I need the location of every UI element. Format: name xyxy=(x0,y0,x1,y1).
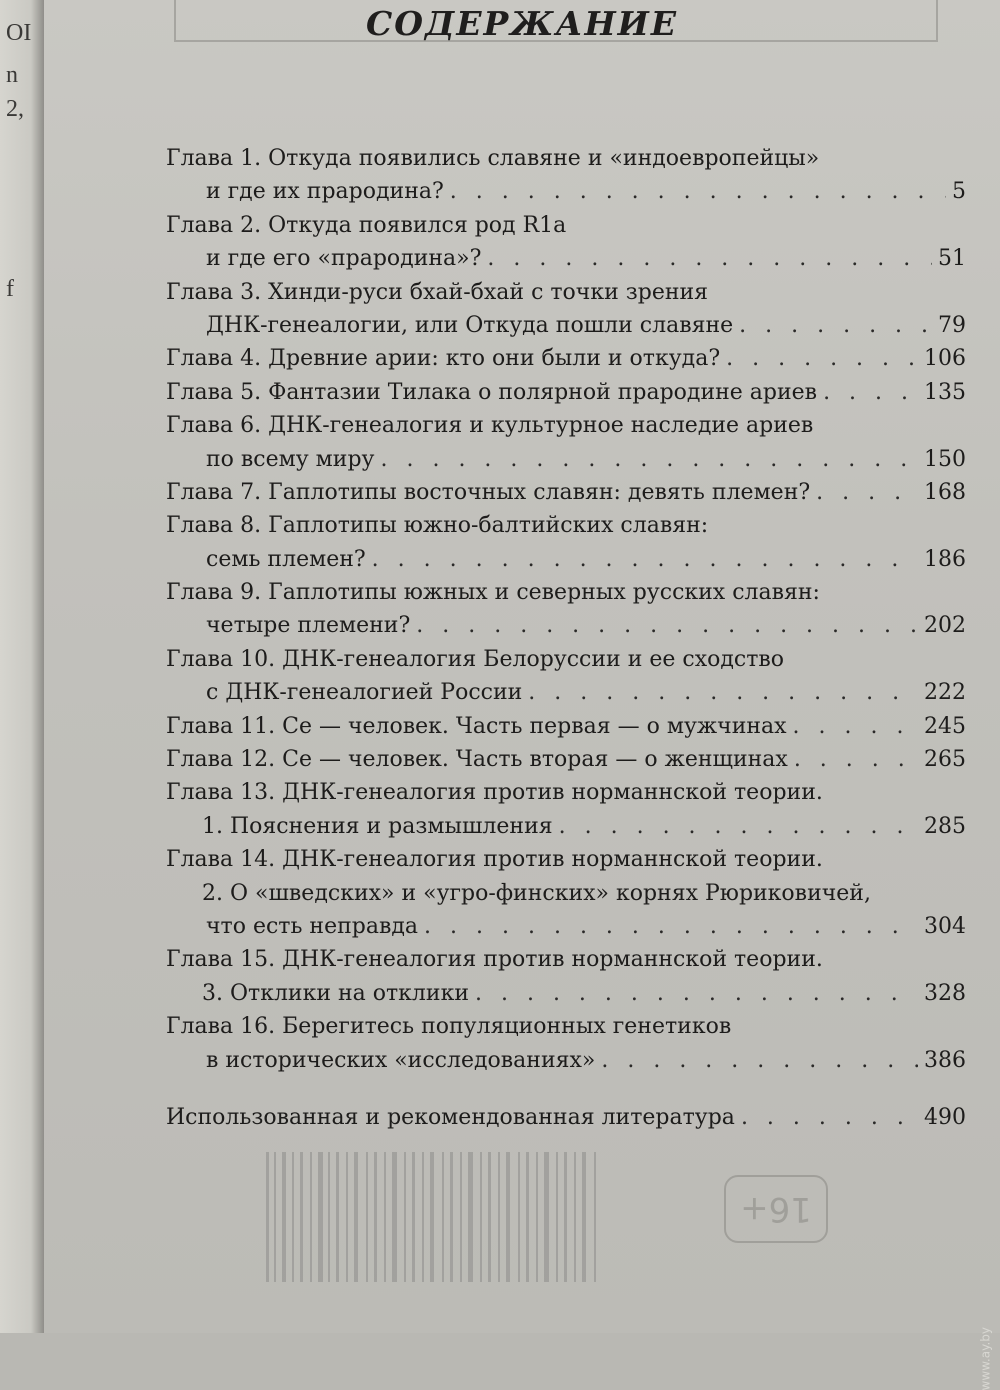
left-page-fragment: OI xyxy=(6,20,32,46)
toc-page-number: 51 xyxy=(938,246,966,272)
toc-page-number: 5 xyxy=(952,179,966,205)
toc-chapter-13-line-1: Глава 13. ДНК-генеалогия против норманнской теории. xyxy=(166,780,823,806)
toc-chapter-16-line-2: в исторических «исследованиях» . . . 386 xyxy=(166,1044,966,1077)
toc-page-number: 106 xyxy=(924,346,966,372)
toc-chapter-12: Глава 12. Се — человек. Часть вторая — о женщинах . . . 265 xyxy=(166,743,966,776)
toc-page-number: 490 xyxy=(924,1104,966,1130)
toc-page-number: 386 xyxy=(924,1047,966,1073)
page-title: СОДЕРЖАНИЕ xyxy=(365,4,678,43)
toc-page-number: 79 xyxy=(938,312,966,338)
toc-chapter-2-line-2: и где его «прародина»? . . . 51 xyxy=(166,242,966,275)
toc-chapter-6-line-2: по всему миру . . . 150 xyxy=(166,443,966,476)
toc-chapter-4: Глава 4. Древние арии: кто они были и откуда? . . . 106 xyxy=(166,342,966,375)
left-page-fragment: f xyxy=(6,276,14,302)
toc-chapter-9-line-2: четыре племени? . . . 202 xyxy=(166,609,966,642)
toc-chapter-14-line-2: 2. О «шведских» и «угро-финских» корнях Рюриковичей, xyxy=(202,880,871,906)
toc-page-number: 328 xyxy=(924,980,966,1006)
toc-chapter-14-line-1: Глава 14. ДНК-генеалогия против норманнской теории. xyxy=(166,847,823,873)
table-of-contents xyxy=(166,142,966,1134)
toc-chapter-1-line-2: и где их прародина? . . . 5 xyxy=(166,175,966,208)
barcode-bleed-through xyxy=(256,1152,676,1322)
left-page-edge xyxy=(0,0,44,1333)
toc-chapter-10-line-2: с ДНК-генеалогией России . . . 222 xyxy=(166,676,966,709)
toc-chapter-1-line-1: Глава 1. Откуда появились славяне и «индоевропейцы» xyxy=(166,146,820,171)
toc-page-number: 222 xyxy=(924,680,966,706)
toc-page-number: 135 xyxy=(924,379,966,405)
toc-chapter-10-line-1: Глава 10. ДНК-генеалогия Белоруссии и ее сходство xyxy=(166,646,785,672)
toc-page-number: 202 xyxy=(924,613,966,639)
toc-page-number: 285 xyxy=(924,813,966,839)
toc-page-number: 168 xyxy=(924,479,966,505)
toc-page-number: 265 xyxy=(924,747,966,773)
toc-page-number: 186 xyxy=(924,546,966,572)
toc-chapter-6-line-1: Глава 6. ДНК-генеалогия и культурное наследие ариев xyxy=(166,413,814,439)
toc-chapter-3-line-2: ДНК-генеалогии, или Откуда пошли славяне . . . 79 xyxy=(166,309,966,342)
toc-chapter-14-line-3: что есть неправда . . . 304 xyxy=(166,910,966,943)
contents-page xyxy=(44,0,1000,1333)
toc-chapter-15-line-2: 3. Отклики на отклики . . . 328 xyxy=(166,977,966,1010)
left-page-fragment: n xyxy=(6,62,18,88)
toc-chapter-15-line-1: Глава 15. ДНК-генеалогия против норманнской теории. xyxy=(166,947,823,973)
toc-chapter-5: Глава 5. Фантазии Тилака о полярной прародине ариев . . . 135 xyxy=(166,376,966,409)
toc-page-number: 150 xyxy=(924,446,966,472)
toc-chapter-2-line-1: Глава 2. Откуда появился род R1a xyxy=(166,212,567,238)
site-watermark: www.ay.by xyxy=(978,1327,992,1390)
toc-chapter-13-line-2: 1. Пояснения и размышления . . . 285 xyxy=(166,810,966,843)
toc-chapter-8-line-2: семь племен? . . . 186 xyxy=(166,543,966,576)
toc-chapter-7: Глава 7. Гаплотипы восточных славян: девять племен? . . . 168 xyxy=(166,476,966,509)
toc-page-number: 304 xyxy=(924,913,966,939)
toc-chapter-11: Глава 11. Се — человек. Часть первая — о мужчинах . . . 245 xyxy=(166,710,966,743)
toc-bibliography: Использованная и рекомендованная литература . . . 490 xyxy=(166,1101,966,1134)
toc-chapter-9-line-1: Глава 9. Гаплотипы южных и северных русских славян: xyxy=(166,580,820,606)
toc-chapter-16-line-1: Глава 16. Берегитесь популяционных генетиков xyxy=(166,1014,732,1040)
toc-chapter-3-line-1: Глава 3. Хинди-руси бхай-бхай с точки зрения xyxy=(166,279,709,305)
toc-chapter-8-line-1: Глава 8. Гаплотипы южно-балтийских славян: xyxy=(166,513,709,539)
left-page-fragment: 2, xyxy=(6,96,24,122)
age-rating-badge: 16+ xyxy=(724,1175,828,1243)
toc-page-number: 245 xyxy=(924,713,966,739)
